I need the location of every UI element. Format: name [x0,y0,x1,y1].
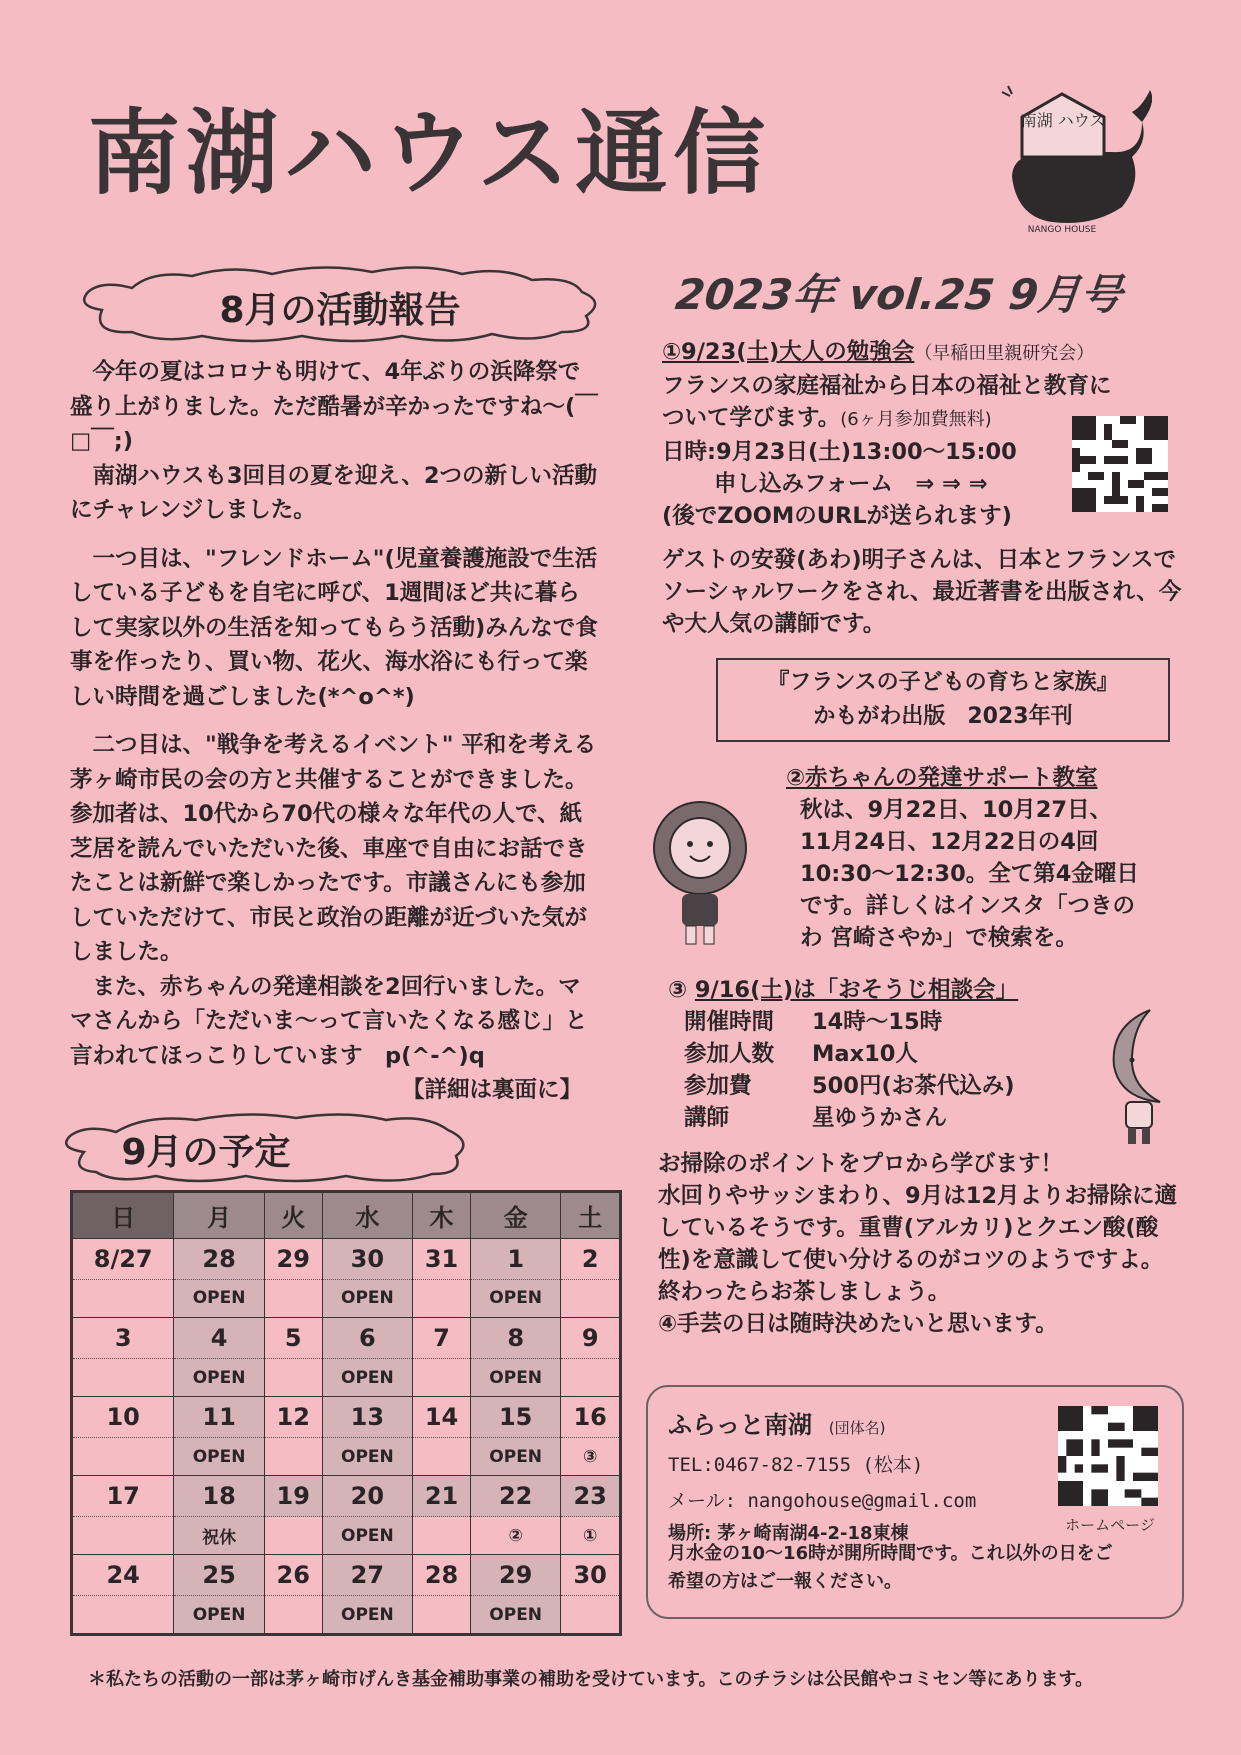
weekday-header: 木 [413,1192,471,1239]
calendar-week-row [72,1317,621,1359]
calendar-tag: ① [561,1517,621,1555]
calendar-tag [413,1517,471,1555]
contact-place: 場所: 茅ヶ崎南湖4-2-18東棟 [668,1523,909,1544]
event-2-line: 秋は、9月22日、10月27日、 [800,797,1113,823]
calendar-day: 29 [264,1238,322,1280]
calendar-day: 28 [413,1554,471,1596]
event-3-number: ③ [668,977,688,1003]
event-3-desc-line: 水回りやサッシまわり、9月は12月よりお掃除に適 [658,1183,1178,1209]
row-value: Max10人 [812,1041,918,1067]
event-1-line1: フランスの家庭福祉から日本の福祉と教育に [662,373,1112,399]
calendar-tag: OPEN [470,1280,560,1318]
contact-hours [668,1540,1176,1596]
row-label: 開催時間 [684,1009,775,1035]
report-paragraph-5: また、赤ちゃんの発達相談を2回行いました。ママさんから「ただいま〜って言いたくなる感じ」と言われてほっこりしています p(^-^)q [70,973,588,1069]
row-value: 星ゆうかさん [812,1105,948,1131]
calendar-tag [413,1280,471,1318]
weekday-header: 土 [561,1192,621,1239]
event-3-row [684,1102,1088,1134]
event-3-desc-line: しているそうです。重曹(アルカリ)とクエン酸(酸 [658,1215,1159,1241]
calendar-day: 14 [413,1396,471,1438]
calendar-day: 17 [72,1475,174,1517]
calendar-tag [264,1517,322,1555]
calendar-week-row [72,1238,621,1280]
calendar-day: 13 [322,1396,412,1438]
calendar-tag: OPEN [322,1280,412,1318]
calendar-tag [72,1517,174,1555]
homepage-qr-code-icon[interactable] [1058,1406,1158,1506]
calendar-day: 24 [72,1554,174,1596]
calendar-tag [561,1596,621,1635]
contact-hours-line: 希望の方はご一報ください。 [668,1571,902,1592]
calendar-day: 10 [72,1396,174,1438]
event-2-line: 10:30〜12:30。全て第4金曜日 [800,861,1139,887]
event-1-zoom-note: (後でZOOMのURLが送られます) [662,503,1012,529]
calendar-day: 26 [264,1554,322,1596]
issue-label: 2023年 vol.25 9月号 [673,270,1125,319]
report-heading: 8月の活動報告 [219,290,461,331]
calendar-tag-row [72,1359,621,1397]
calendar-tag [264,1596,322,1635]
calendar-tag [72,1359,174,1397]
calendar-day: 21 [413,1475,471,1517]
calendar-tag [72,1438,174,1476]
event-1-guest: ゲストの安發(あわ)明子さんは、日本とフランスでソーシャルワークをされ、最近著書を出版され、今や大人気の講師です。 [662,547,1182,637]
footer-note: ＊私たちの活動の一部は茅ヶ崎市げんき基金補助事業の補助を受けています。このチラシは公民館やコミセン等にあります。 [88,1669,1094,1690]
logo-subtext: NANGO HOUSE [1027,225,1097,232]
logo-text: 南湖 ハウス [1020,111,1106,130]
calendar-tag: OPEN [470,1359,560,1397]
row-label: 講師 [684,1105,730,1131]
report-paragraph-1: 今年の夏はコロナも明けて、4年ぶりの浜降祭で盛り上がりました。ただ酷暑が辛かったですね〜(￣□￣;) [70,359,598,454]
weekday-header: 金 [470,1192,560,1239]
calendar-day: 22 [470,1475,560,1517]
event-1-line2: ついて学びます。 [662,405,841,431]
calendar-tag-row [72,1280,621,1318]
calendar-tag: ② [470,1517,560,1555]
calendar-day: 28 [174,1238,264,1280]
event-3-desc-line: 性)を意識して使い分けるのがコツのようですよ。 [658,1247,1164,1273]
event-2-line: です。詳しくはインスタ「つきの [800,893,1136,919]
report-paragraph-2: 南湖ハウスも3回目の夏を迎え、2つの新しい活動にチャレンジしました。 [70,462,597,523]
calendar-day: 20 [322,1475,412,1517]
book-info-box [716,658,1170,742]
report-body [70,355,602,1108]
newsletter-title: 南湖ハウス通信 [88,100,772,207]
calendar-tag-row [72,1517,621,1555]
calendar-tag: OPEN [322,1359,412,1397]
calendar-tag: OPEN [322,1438,412,1476]
calendar-day: 16 [561,1396,621,1438]
calendar-tag: OPEN [322,1517,412,1555]
calendar-day: 31 [413,1238,471,1280]
calendar-day: 11 [174,1396,264,1438]
event-3 [668,974,1088,1134]
calendar-day: 4 [174,1317,264,1359]
event-1-datetime: 日時:9月23日(土)13:00〜15:00 [662,439,1017,465]
event-1-form-link[interactable]: 申し込みフォーム ⇒ ⇒ ⇒ [714,471,988,497]
calendar-tag [413,1438,471,1476]
event-3-row [684,1006,1088,1038]
calendar-tag: OPEN [322,1596,412,1635]
calendar-tag: OPEN [470,1596,560,1635]
event-3-row [684,1070,1088,1102]
calendar-day: 7 [413,1317,471,1359]
group-name: ふらっと南湖 [668,1411,812,1439]
contact-tel: TEL:0467-82-7155 (松本) [668,1454,924,1476]
event-3-title: 9/16(土)は「おそうじ相談会」 [694,977,1019,1003]
row-value: 14時〜15時 [812,1009,943,1035]
book-title: 『フランスの子どもの育ちと家族』 [767,670,1119,695]
calendar-tag-row [72,1596,621,1635]
event-3-description [658,1148,1190,1340]
report-paragraph-3: 一つ目は、"フレンドホーム"(児童養護施設で生活している子どもを自宅に呼び、1週間ほど共に暮らして実家以外の生活を知ってもらう活動)みんなで食事を作ったり、買い物、花火、海水浴にも行って楽しい時間を過ごしました(*^o^*) [70,545,598,710]
event-1-org: （早稲田里親研究会） [914,343,1095,364]
calendar-week-row [72,1475,621,1517]
report-note: 【詳細は裏面に】 [401,1077,582,1103]
report-paragraph-4: 二つ目は、"戦争を考えるイベント" 平和を考える茅ヶ崎市民の会の方と共催することができました。参加者は、10代から70代の様々な年代の人で、紙芝居を読んでいただいた後、車座で自由にお話できたことは新鮮で楽しかったです。市議さんにも参加していただけて、市民と政治の距離が近づいた気がしました。 [70,732,597,965]
calendar-tag: OPEN [174,1359,264,1397]
calendar-tag [72,1280,174,1318]
calendar-day: 2 [561,1238,621,1280]
calendar-tag: ③ [561,1438,621,1476]
schedule-heading: 9月の予定 [121,1132,291,1173]
calendar-tag [413,1359,471,1397]
calendar-tag: OPEN [174,1280,264,1318]
calendar-day: 9 [561,1317,621,1359]
calendar-tag: 祝休 [174,1517,264,1555]
event-2-line: 11月24日、12月22日の4回 [800,829,1099,855]
calendar-day: 3 [72,1317,174,1359]
event-3-desc-line: お掃除のポイントをプロから学びます！ [658,1151,1064,1177]
calendar-tag: OPEN [470,1438,560,1476]
contact-mail[interactable]: メール: nangohouse@gmail.com [668,1490,977,1512]
calendar-day: 8/27 [72,1238,174,1280]
calendar-day: 5 [264,1317,322,1359]
calendar-tag-row [72,1438,621,1476]
calendar-day: 12 [264,1396,322,1438]
calendar-tag [264,1438,322,1476]
calendar-day: 25 [174,1554,264,1596]
event-1-title: ①9/23(土)大人の勉強会 [662,339,915,365]
calendar-day: 6 [322,1317,412,1359]
calendar-tag [264,1359,322,1397]
group-name-note: (団体名) [828,1419,886,1437]
event-3-row [684,1038,1088,1070]
event-2 [786,762,1186,954]
weekday-header: 火 [264,1192,322,1239]
row-label: 参加人数 [684,1041,775,1067]
calendar-tag [72,1596,174,1635]
calendar-tag: OPEN [174,1438,264,1476]
calendar-tag [264,1280,322,1318]
calendar-tag: OPEN [174,1596,264,1635]
weekday-header: 月 [174,1192,264,1239]
calendar-week-row [72,1554,621,1596]
calendar-tag [561,1359,621,1397]
calendar-day: 30 [322,1238,412,1280]
calendar-tag [413,1596,471,1635]
moon-character-icon [1100,1006,1180,1148]
calendar-week-row [72,1396,621,1438]
calendar-day: 29 [470,1554,560,1596]
calendar-day: 15 [470,1396,560,1438]
event-3-desc-line: 終わったらお茶しましょう。 [658,1279,951,1305]
contact-info [668,1406,1068,1549]
house-whale-logo [992,82,1152,232]
weekday-header: 水 [322,1192,412,1239]
row-value: 500円(お茶代込み) [812,1073,1015,1099]
event-4: ④手芸の日は随時決めたいと思います。 [658,1311,1058,1337]
calendar-day: 30 [561,1554,621,1596]
calendar-day: 27 [322,1554,412,1596]
contact-hours-line: 月水金の10〜16時が開所時間です。これ以外の日をご [668,1543,1113,1564]
event-2-title: ②赤ちゃんの発達サポート教室 [786,765,1098,791]
calendar-day: 8 [470,1317,560,1359]
row-label: 参加費 [684,1073,752,1099]
homepage-label: ホームページ [1065,1516,1155,1534]
book-publisher: かもがわ出版 2023年刊 [813,704,1073,729]
calendar-header-row [72,1192,621,1239]
weekday-header: 日 [72,1192,174,1239]
calendar-tag [561,1280,621,1318]
qr-code-icon[interactable] [1072,416,1168,512]
event-1-fee: (6ヶ月参加費無料) [840,409,992,430]
calendar-day: 23 [561,1475,621,1517]
calendar-day: 19 [264,1475,322,1517]
sunflower-character-icon [640,790,760,950]
calendar-day: 1 [470,1238,560,1280]
calendar-table [70,1190,622,1636]
event-2-line: わ 宮崎さやか」で検索を。 [800,925,1078,951]
calendar-day: 18 [174,1475,264,1517]
